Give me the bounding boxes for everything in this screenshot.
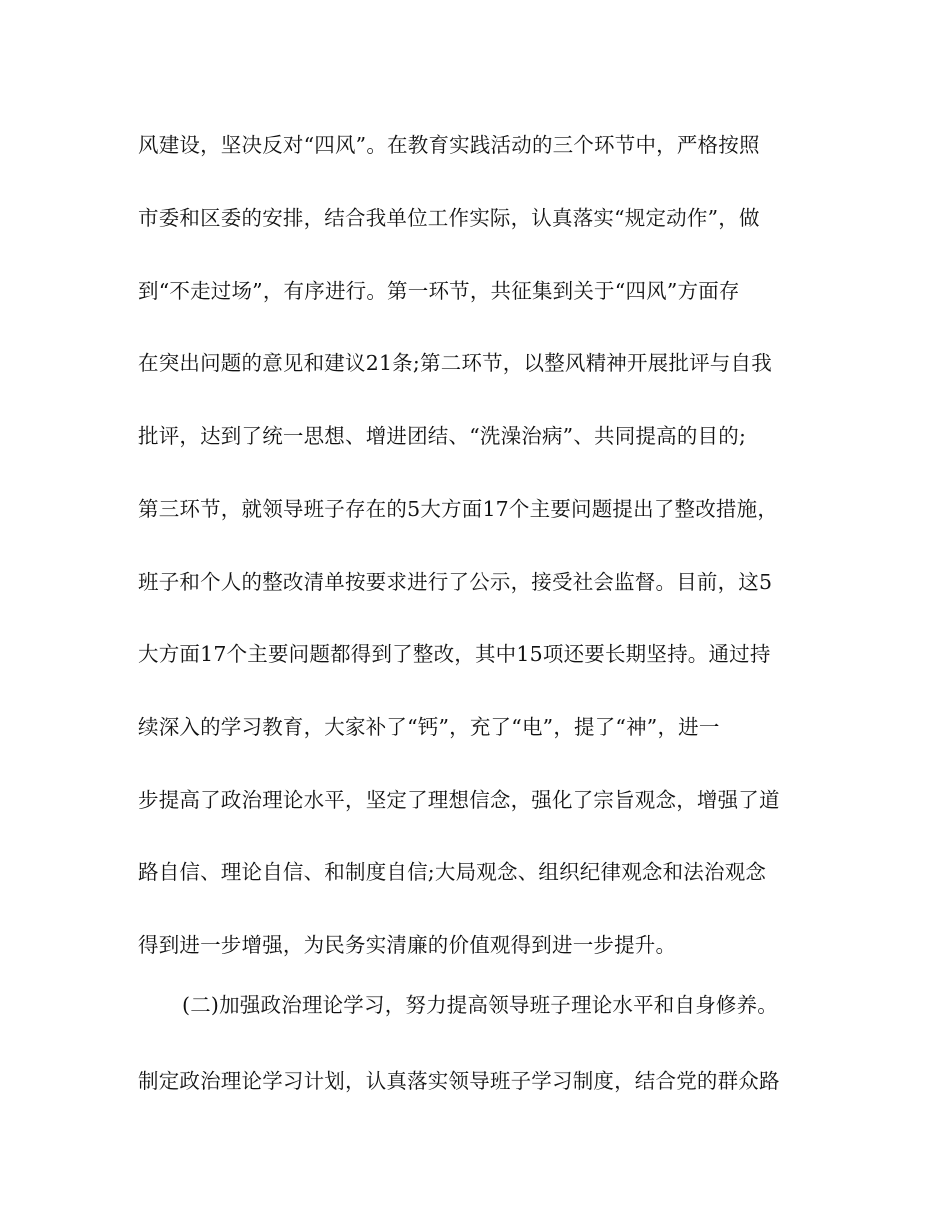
body-text-line: 大方面17个主要问题都得到了整改，其中15项还要长期坚持。通过持: [138, 642, 771, 666]
section-heading-line: (二)加强政治理论学习，努力提高领导班子理论水平和自身修养。: [182, 993, 778, 1017]
body-text-line: 步提高了政治理论水平，坚定了理想信念，强化了宗旨观念，增强了道: [138, 788, 780, 812]
body-text-line: 路自信、理论自信、和制度自信;大局观念、组织纪律观念和法治观念: [138, 860, 767, 884]
body-text-line: 得到进一步增强，为民务实清廉的价值观得到进一步提升。: [138, 933, 677, 957]
body-text-line: 风建设，坚决反对“四风”。在教育实践活动的三个环节中，严格按照: [138, 133, 760, 157]
body-text-line: 市委和区委的安排，结合我单位工作实际，认真落实“规定动作”，做: [138, 206, 760, 230]
body-text-line: 班子和个人的整改清单按要求进行了公示，接受社会监督。目前，这5: [138, 570, 773, 594]
body-text-line: 批评，达到了统一思想、增进团结、“洗澡治病”、共同提高的目的;: [138, 424, 747, 448]
body-text-line: 到“不走过场”，有序进行。第一环节，共征集到关于“四风”方面存: [138, 279, 740, 303]
body-text-line: 续深入的学习教育，大家补了“钙”，充了“电”，提了“神”，进一: [138, 715, 720, 739]
body-text-line: 制定政治理论学习计划，认真落实领导班子学习制度，结合党的群众路: [138, 1069, 780, 1093]
body-text-line: 第三环节，就领导班子存在的5大方面17个主要问题提出了整改措施，: [138, 497, 779, 521]
body-text-line: 在突出问题的意见和建议21条;第二环节，以整风精神开展批评与自我: [138, 351, 772, 375]
